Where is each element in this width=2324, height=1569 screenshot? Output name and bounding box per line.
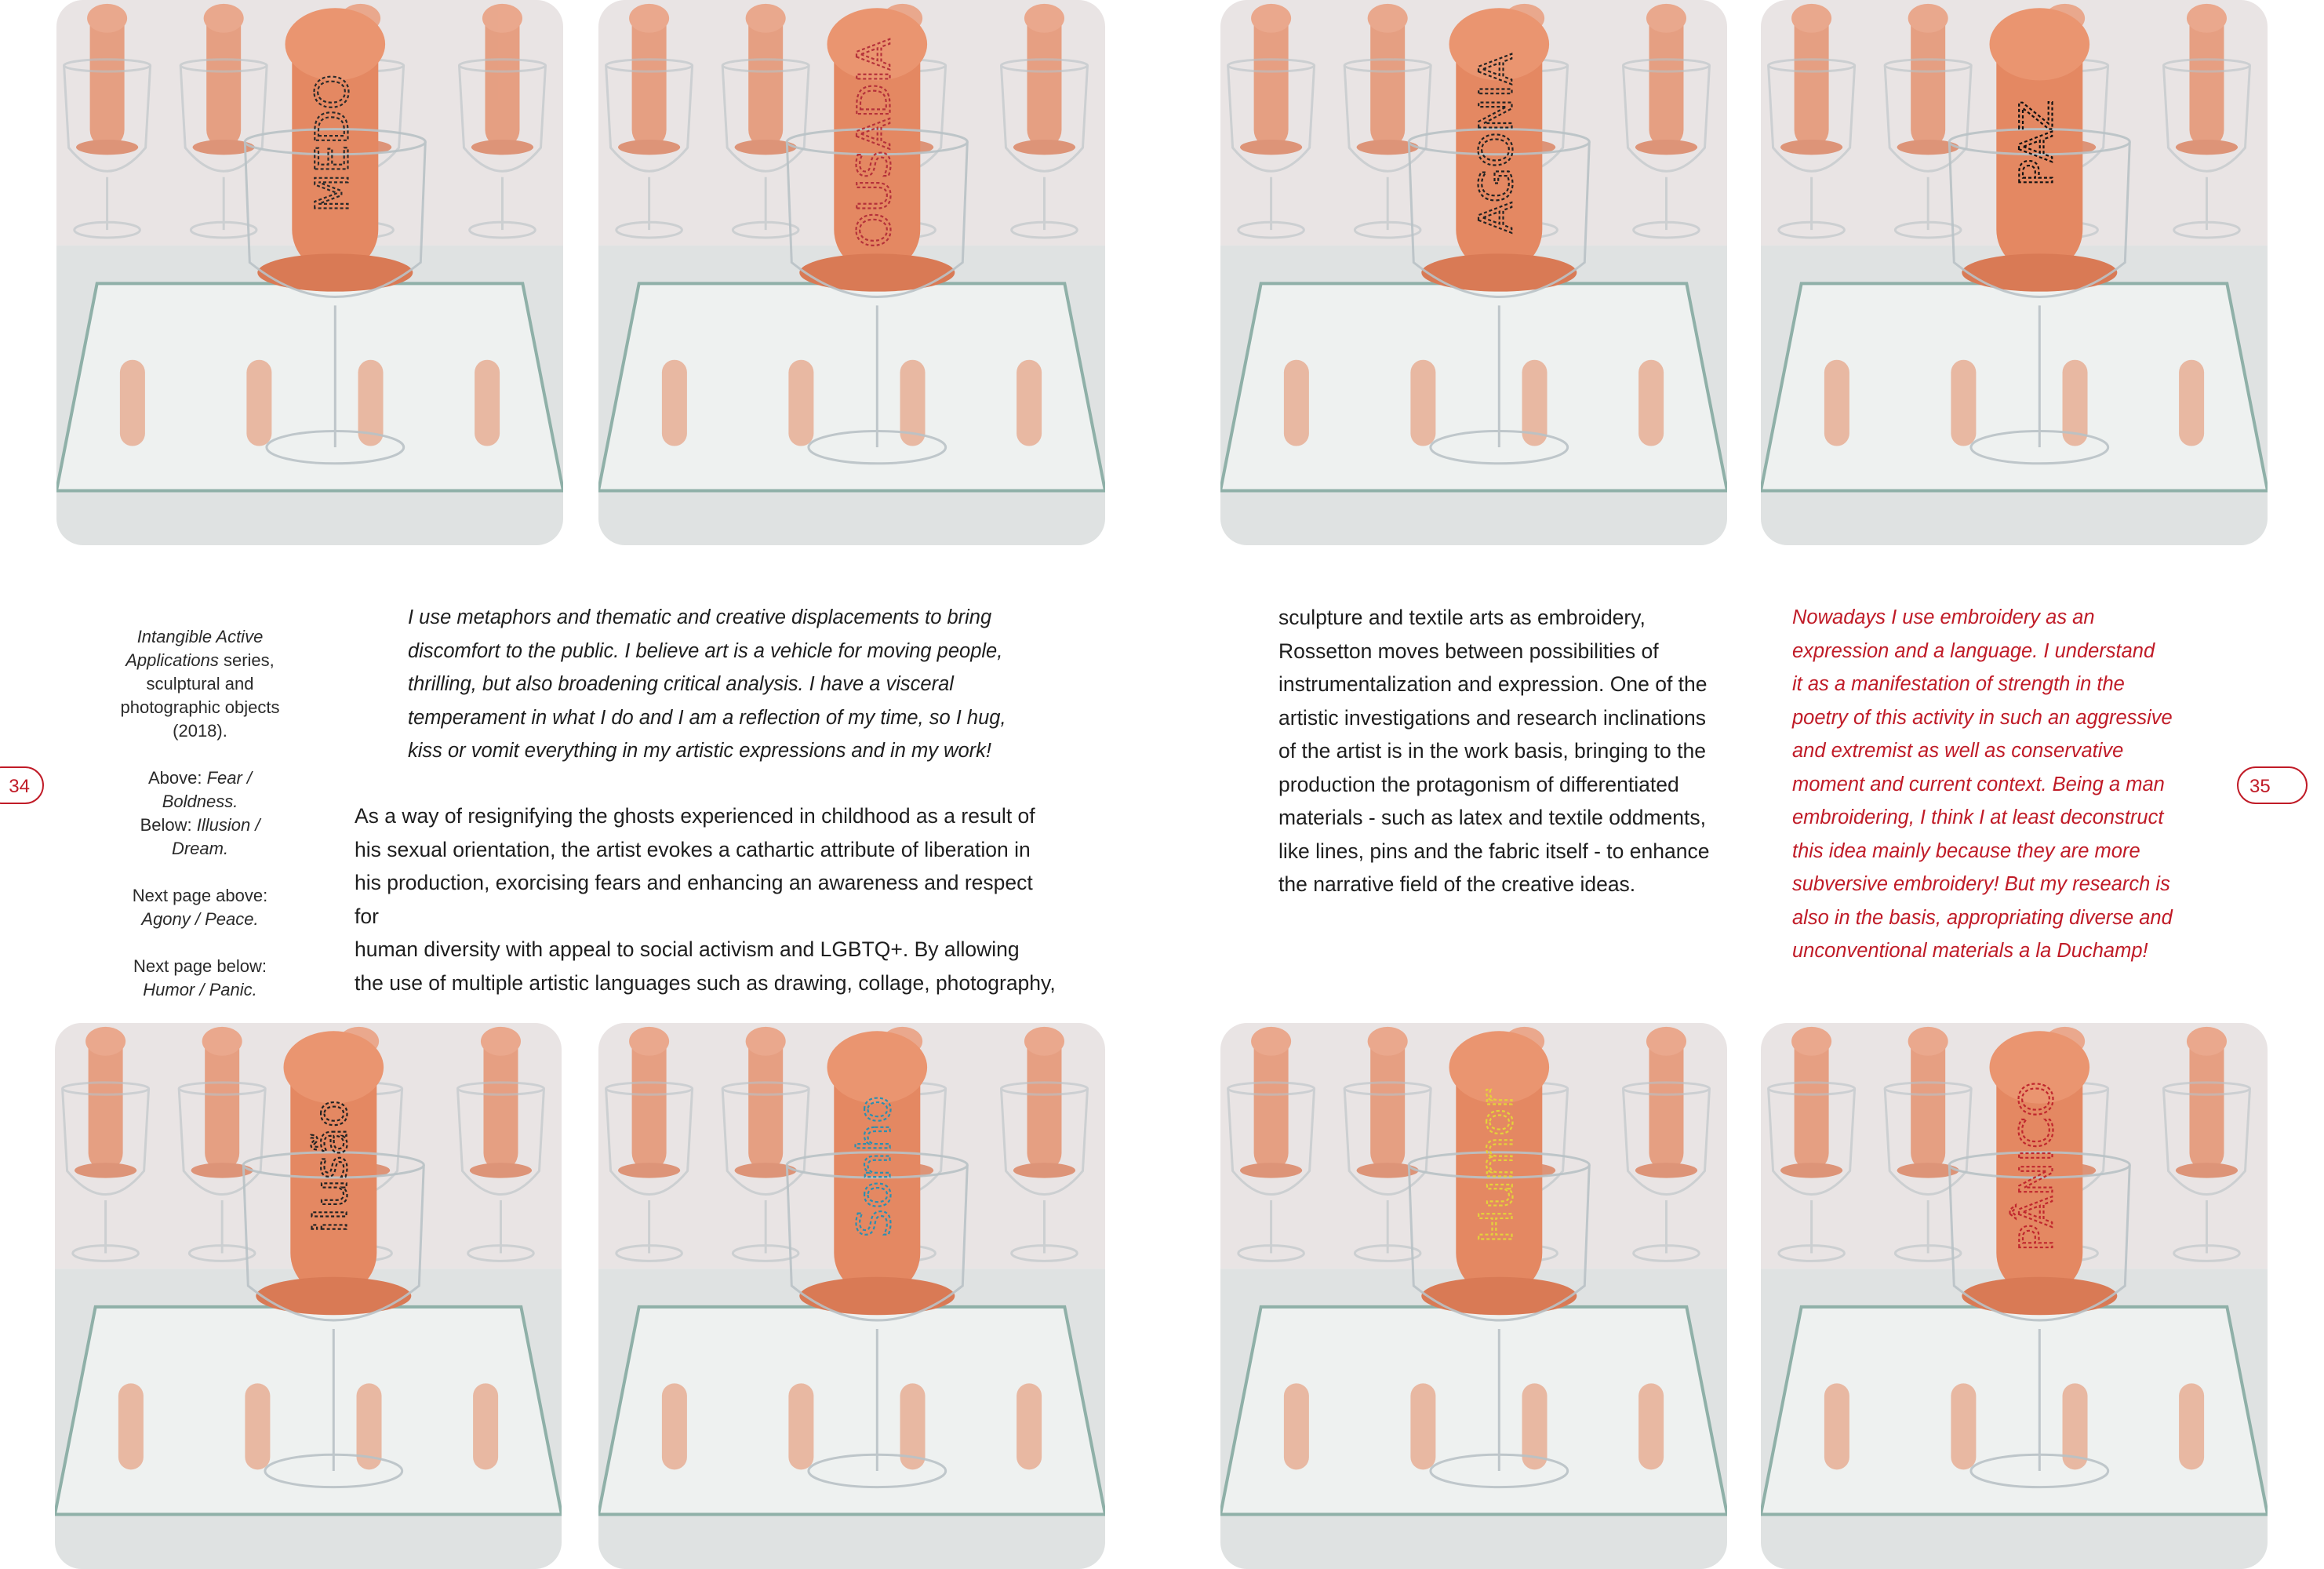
body-right-line: the narrative field of the creative ideas. xyxy=(1278,872,1636,896)
caption-above-titles: Fear / Boldness. xyxy=(162,768,253,811)
quote-left-line: thrilling, but also broadening critical analysis. I have a visceral xyxy=(408,673,954,695)
caption-series-description: series, sculptural and photographic objects (2018). xyxy=(120,650,280,741)
quote-right-line: this idea mainly because they are more xyxy=(1792,839,2140,862)
body-right-line: instrumentalization and expression. One of the xyxy=(1278,672,1708,696)
quote-right-line: subversive embroidery! But my research is xyxy=(1792,873,2170,895)
caption-above-prefix: Above: xyxy=(147,768,207,788)
body-left-line: As a way of resignifying the ghosts experienced in childhood as a result of xyxy=(355,804,1035,828)
caption-next-below xyxy=(118,955,282,1002)
body-left-line: his sexual orientation, the artist evokes a cathartic attribute of liberation in xyxy=(355,837,1031,861)
body-left-line: his production, exorcising fears and enhancing an awareness and respect for xyxy=(355,871,1033,928)
photo-dream xyxy=(598,1023,1105,1569)
quote-right xyxy=(1792,601,2263,968)
quote-right-line: also in the basis, appropriating diverse and xyxy=(1792,906,2173,929)
embroidered-word: Humor xyxy=(1469,1089,1523,1244)
embroidered-word: OUSADIA xyxy=(847,38,901,249)
page-number-right: 35 xyxy=(2237,766,2308,804)
body-right-line: like lines, pins and the fabric itself - to enhance xyxy=(1278,839,1710,863)
body-right-line: production the protagonism of differentiated xyxy=(1278,772,1679,796)
photo-panic xyxy=(1761,1023,2268,1569)
quote-left xyxy=(408,601,1035,768)
body-left-line: the use of multiple artistic languages such as drawing, collage, photography, xyxy=(355,970,1056,995)
caption-series-title: Intangible Active Applications xyxy=(125,627,264,670)
embroidered-word: PAZ xyxy=(2009,100,2064,187)
quote-right-line: unconventional materials a la Duchamp! xyxy=(1792,940,2148,962)
quote-right-line: it as a manifestation of strength in the xyxy=(1792,673,2125,695)
caption-below-prefix: Below: xyxy=(140,815,197,835)
quote-left-line: I use metaphors and thematic and creative displacements to bring xyxy=(408,606,992,628)
page-number-left: 34 xyxy=(0,766,44,804)
body-left-line: human diversity with appeal to social activism and LGBTQ+. By allowing xyxy=(355,937,1020,961)
caption-titles xyxy=(118,766,282,861)
photo-caption xyxy=(118,625,282,1025)
caption-next-above-titles: Agony / Peace. xyxy=(141,909,259,929)
body-text-left xyxy=(355,799,1060,999)
photo-boldness xyxy=(598,0,1105,545)
embroidered-word: AGONIA xyxy=(1469,53,1523,234)
quote-left-line: discomfort to the public. I believe art is a vehicle for moving people, xyxy=(408,639,1003,662)
body-right-line: sculpture and textile arts as embroidery, xyxy=(1278,606,1646,629)
embroidered-word: ilusão xyxy=(304,1099,358,1234)
quote-right-line: Nowadays I use embroidery as an xyxy=(1792,606,2095,628)
quote-right-line: embroidering, I think I at least deconstruct xyxy=(1792,806,2164,828)
quote-right-line: expression and a language. I understand xyxy=(1792,639,2155,662)
body-right-line: artistic investigations and research inclinations xyxy=(1278,705,1706,730)
caption-next-above-prefix: Next page above: xyxy=(132,886,268,905)
photo-agony xyxy=(1220,0,1727,545)
body-right-line: Rossetton moves between possibilities of xyxy=(1278,639,1659,663)
photo-humor xyxy=(1220,1023,1727,1569)
embroidered-word: Sonho xyxy=(847,1095,901,1238)
quote-left-line: kiss or vomit everything in my artistic expressions and in my work! xyxy=(408,740,991,762)
quote-right-line: moment and current context. Being a man xyxy=(1792,773,2165,795)
quote-right-line: and extremist as well as conservative xyxy=(1792,740,2124,762)
embroidered-word: PÂNICO xyxy=(2009,1081,2064,1252)
caption-next-below-titles: Humor / Panic. xyxy=(143,980,257,999)
caption-below-titles: Illusion / Dream. xyxy=(171,815,260,858)
body-text-right xyxy=(1278,601,1765,901)
photo-fear xyxy=(56,0,563,545)
quote-left-line: temperament in what I do and I am a reflection of my time, so I hug, xyxy=(408,706,1006,729)
body-right-line: of the artist is in the work basis, bringing to the xyxy=(1278,739,1706,763)
caption-series xyxy=(118,625,282,743)
body-right-line: materials - such as latex and textile oddments, xyxy=(1278,806,1706,829)
embroidered-word: MEDO xyxy=(305,74,359,213)
caption-next-below-prefix: Next page below: xyxy=(133,956,267,976)
photo-illusion xyxy=(55,1023,562,1569)
photo-peace xyxy=(1761,0,2268,545)
quote-right-line: poetry of this activity in such an aggressive xyxy=(1792,706,2173,729)
caption-next-above xyxy=(118,884,282,931)
